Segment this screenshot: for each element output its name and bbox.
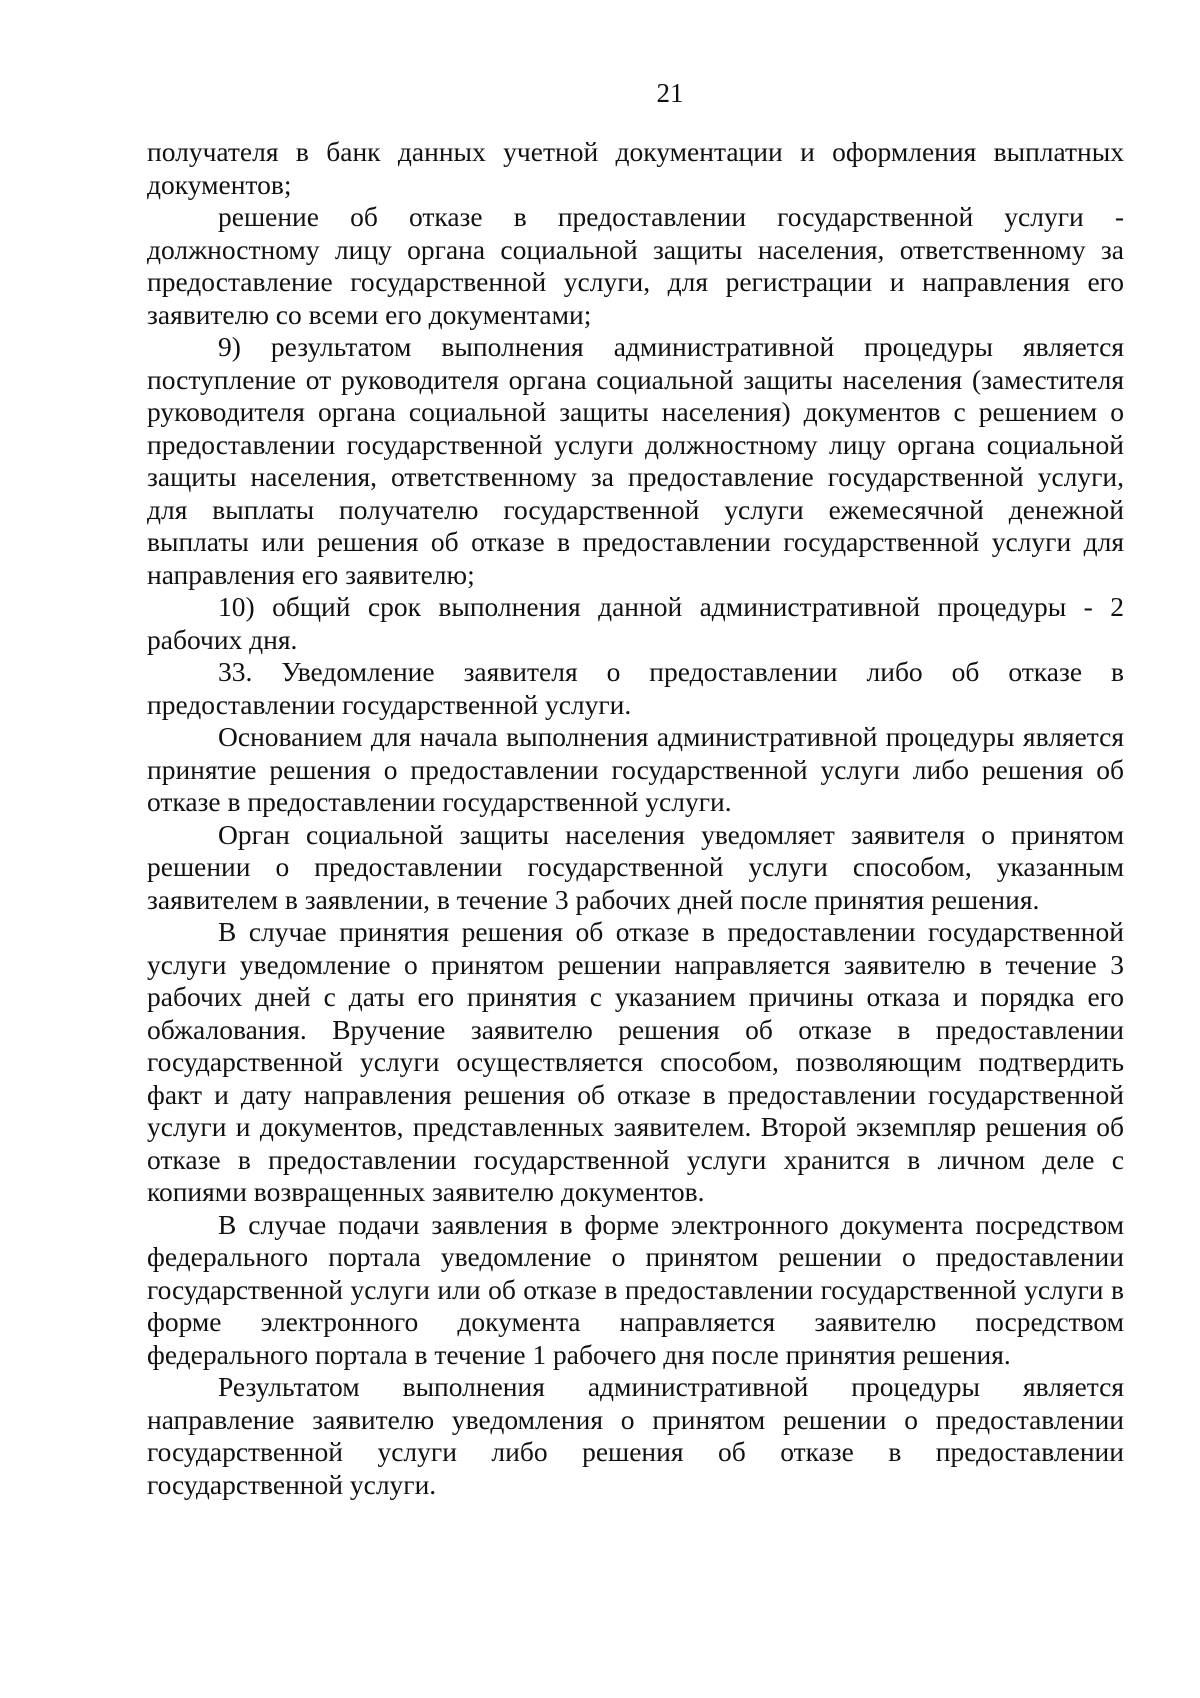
document-body [147, 136, 1124, 1501]
paragraph-section-33-heading: 33. Уведомление заявителя о предоставлении либо об отказе в предоставлении государственной услуги. [147, 656, 1124, 720]
paragraph-continuation: получателя в банк данных учетной документации и оформления выплатных документов; [147, 136, 1124, 200]
page-number: 21 [656, 78, 684, 108]
paragraph-item-10-term: 10) общий срок выполнения данной административной процедуры - 2 рабочих дня. [147, 591, 1124, 655]
paragraph-electronic-notification: В случае подачи заявления в форме электронного документа посредством федерального портала уведомление о принятом решении о предоставлении государственной услуги или об отказе в предоставлении государственной услуги в форме электронного документа направляется заявителю посредством федерального портала в течение 1 рабочего дня после принятия решения. [147, 1208, 1124, 1370]
paragraph-notification: Орган социальной защиты населения уведомляет заявителя о принятом решении о предоставлении государственной услуги способом, указанным заявителем в заявлении, в течение 3 рабочих дней после принятия решения. [147, 818, 1124, 915]
paragraph-procedure-result: Результатом выполнения административной процедуры является направление заявителю уведомления о принятом решении о предоставлении государственной услуги либо решения об отказе в предоставлении государственной услуги. [147, 1371, 1124, 1500]
paragraph-item-9-result: 9) результатом выполнения административной процедуры является поступление от руководителя органа социальной защиты населения (заместителя руководителя органа социальной защиты населения) документов с решением о предоставлении государственной услуги должностному лицу органа социальной защиты населения, ответственному за предоставление государственной услуги, для выплаты получателю государственной услуги ежемесячной денежной выплаты или решения об отказе в предоставлении государственной услуги для направления его заявителю; [147, 331, 1124, 590]
paragraph-refusal-decision: решение об отказе в предоставлении государственной услуги - должностному лицу органа социальной защиты населения, ответственному за предоставление государственной услуги, для регистрации и направления его заявителю со всеми его документами; [147, 201, 1124, 330]
paragraph-basis: Основанием для начала выполнения административной процедуры является принятие решения о предоставлении государственной услуги либо решения об отказе в предоставлении государственной услуги. [147, 721, 1124, 817]
paragraph-refusal-notification: В случае принятия решения об отказе в предоставлении государственной услуги уведомление о принятом решении направляется заявителю в течение 3 рабочих дней с даты его принятия с указанием причины отказа и порядка его обжалования. Вручение заявителю решения об отказе в предоставлении государственной услуги осуществляется способом, позволяющим подтвердить факт и дату направления решения об отказе в предоставлении государственной услуги и документов, представленных заявителем. Второй экземпляр решения об отказе в предоставлении государственной услуги хранится в личном деле с копиями возвращенных заявителю документов. [147, 916, 1124, 1207]
